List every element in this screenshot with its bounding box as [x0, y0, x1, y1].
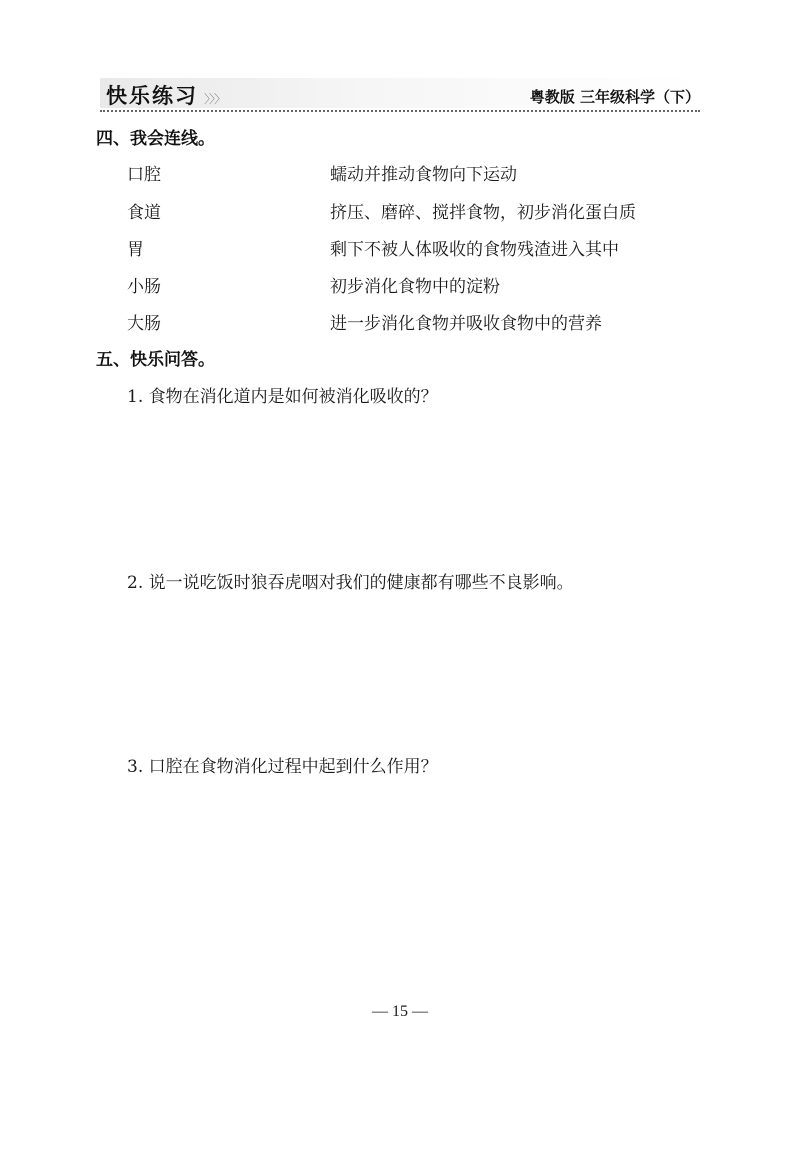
- matching-left-item: 食道: [127, 203, 161, 223]
- matching-left-item: 小肠: [127, 277, 161, 297]
- matching-left-item: 大肠: [127, 314, 161, 334]
- chevron-right-icon: 〉〉〉: [204, 92, 226, 106]
- page-number: — 15 —: [372, 1003, 428, 1020]
- matching-left-item: 口腔: [127, 165, 161, 185]
- question-1: 1. 食物在消化道内是如何被消化吸收的？: [127, 387, 438, 407]
- page-header: [100, 78, 700, 112]
- brand-title: 快乐练习: [106, 84, 198, 108]
- matching-left-item: 胃: [127, 240, 144, 260]
- matching-right-item: 进一步消化食物并吸收食物中的营养: [330, 314, 602, 334]
- section-title-qa: 五、快乐问答。: [96, 350, 215, 370]
- section-title-matching: 四、我会连线。: [96, 129, 215, 149]
- series-label: 粤教版 三年级科学（下）: [529, 88, 700, 106]
- header-divider: [100, 110, 700, 112]
- matching-right-item: 剩下不被人体吸收的食物残渣进入其中: [330, 240, 619, 260]
- matching-right-item: 挤压、磨碎、搅拌食物，初步消化蛋白质: [330, 203, 636, 223]
- matching-right-item: 初步消化食物中的淀粉: [330, 277, 500, 297]
- question-2: 2. 说一说吃饭时狼吞虎咽对我们的健康都有哪些不良影响。: [127, 573, 574, 593]
- question-3: 3. 口腔在食物消化过程中起到什么作用？: [127, 757, 438, 777]
- matching-right-item: 蠕动并推动食物向下运动: [330, 165, 517, 185]
